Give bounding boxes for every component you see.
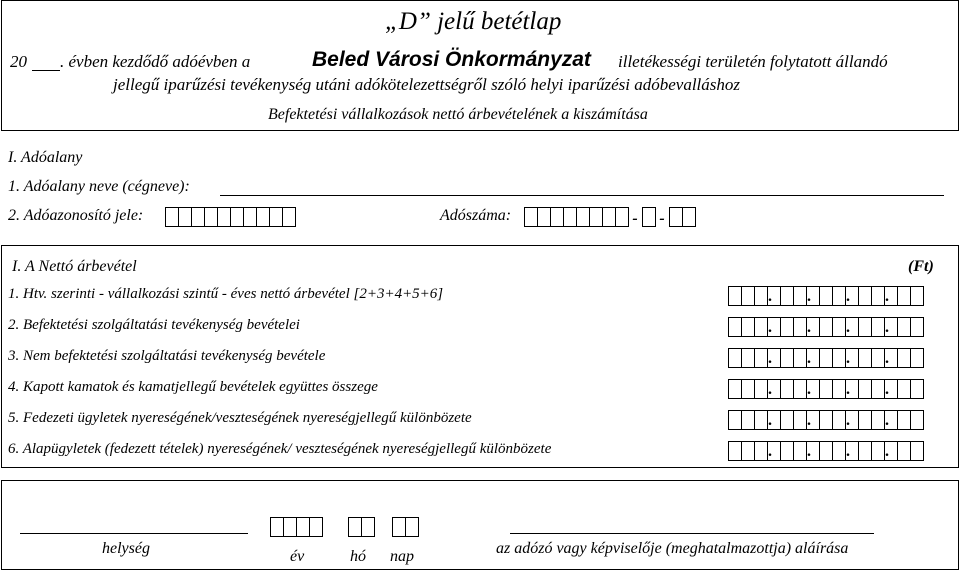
taxpayer-section-title: I. Adóalany <box>8 149 83 166</box>
tax-id-label: 2. Adóazonosító jele: <box>8 207 144 224</box>
thousands-separator: . <box>846 412 850 429</box>
taxpayer-name-field[interactable] <box>220 195 944 196</box>
revenue-row-amount-boxes[interactable] <box>728 408 923 430</box>
revenue-row-label: 1. Htv. szerinti - vállalkozási szintű - éves nettó árbevétel [2+3+4+5+6] <box>8 286 444 302</box>
revenue-row-label: 3. Nem befektetési szolgáltatási tevékenység bevétele <box>8 348 326 364</box>
revenue-row-label: 5. Fedezeti ügyletek nyereségének/veszteségének nyereségjellegű különbözete <box>8 410 472 426</box>
header-line1-b: illetékességi területén folytatott állandó <box>618 52 888 71</box>
thousands-separator: . <box>768 350 772 367</box>
signature-field[interactable] <box>510 533 874 534</box>
revenue-row-label: 4. Kapott kamatok és kamatjellegű bevételek együttes összege <box>8 379 378 395</box>
header-line1-a: . évben kezdődő adóévben a <box>60 52 251 71</box>
thousands-separator: . <box>846 288 850 305</box>
thousands-separator: . <box>768 381 772 398</box>
thousands-separator: . <box>885 381 889 398</box>
thousands-separator: . <box>768 319 772 336</box>
place-field[interactable] <box>20 533 248 534</box>
municipality-name: Beled Városi Önkormányzat <box>312 48 591 71</box>
revenue-section-title: I. A Nettó árbevétel <box>12 258 137 275</box>
thousands-separator: . <box>807 350 811 367</box>
thousands-separator: . <box>807 412 811 429</box>
thousands-separator: . <box>885 443 889 460</box>
month-label: hó <box>350 548 366 565</box>
year-boxes[interactable] <box>270 515 322 537</box>
revenue-row-amount-boxes[interactable] <box>728 377 923 399</box>
thousands-separator: . <box>807 443 811 460</box>
page-title: „D” jelű betétlap <box>385 8 562 35</box>
thousands-separator: . <box>768 443 772 460</box>
thousands-separator: . <box>885 288 889 305</box>
signer-label: az adózó vagy képviselője (meghatalmazottja) aláírása <box>496 540 849 557</box>
revenue-row-label: 6. Alapügyletek (fedezett tételek) nyereségének/ veszteségének nyereségjellegű különbözete <box>8 441 552 457</box>
page-subtitle: Befektetési vállalkozások nettó árbevételének a kiszámítása <box>268 106 648 123</box>
thousands-separator: . <box>846 443 850 460</box>
thousands-separator: . <box>768 288 772 305</box>
revenue-row-label: 2. Befektetési szolgáltatási tevékenység bevételei <box>8 317 300 333</box>
thousands-separator: . <box>807 288 811 305</box>
thousands-separator: . <box>846 350 850 367</box>
place-label: helység <box>102 540 150 557</box>
thousands-separator: . <box>885 319 889 336</box>
thousands-separator: . <box>885 412 889 429</box>
thousands-separator: . <box>846 319 850 336</box>
thousands-separator: . <box>807 319 811 336</box>
tax-number-boxes[interactable]: - - <box>524 205 695 227</box>
year-prefix: 20 <box>10 52 27 71</box>
year-label: év <box>290 548 305 565</box>
revenue-row-amount-boxes[interactable] <box>728 284 923 306</box>
month-boxes[interactable] <box>348 515 374 537</box>
taxpayer-name-label: 1. Adóalany neve (cégneve): <box>8 178 190 195</box>
revenue-row-amount-boxes[interactable] <box>728 439 923 461</box>
day-boxes[interactable] <box>392 515 418 537</box>
thousands-separator: . <box>885 350 889 367</box>
thousands-separator: . <box>807 381 811 398</box>
currency-label: (Ft) <box>908 258 934 275</box>
header-line2: jellegű iparűzési tevékenység utáni adókötelezettségről szóló helyi iparűzési adóbevalláshoz <box>113 75 740 94</box>
tax-id-boxes[interactable] <box>165 205 295 227</box>
thousands-separator: . <box>846 381 850 398</box>
thousands-separator: . <box>768 412 772 429</box>
tax-number-label: Adószáma: <box>440 207 512 224</box>
revenue-row-amount-boxes[interactable] <box>728 346 923 368</box>
year-field[interactable] <box>32 70 60 71</box>
day-label: nap <box>390 548 414 565</box>
revenue-row-amount-boxes[interactable] <box>728 315 923 337</box>
